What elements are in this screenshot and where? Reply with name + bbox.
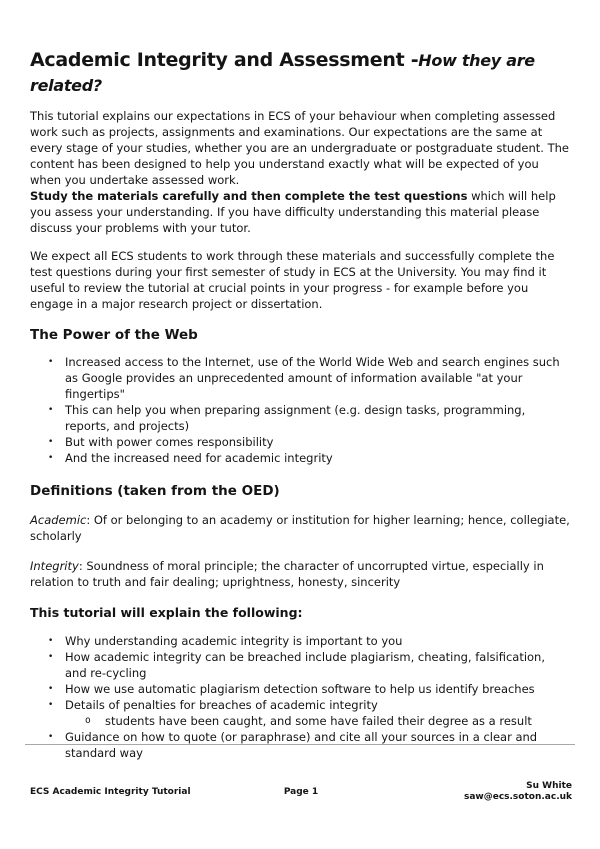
bullet-icon: • [48,405,54,415]
bullet-icon: • [48,437,54,447]
section-heading-definitions: Definitions (taken from the OED) [30,483,280,499]
bullet-list-tutorial-explains [30,633,570,761]
list-item [48,633,570,649]
footer-author-block [318,781,572,803]
list-item-text: But with power comes responsibility [65,435,274,449]
definition-academic [30,512,570,544]
bullet-list-power-of-web [30,354,570,466]
bullet-icon: • [48,636,54,646]
sub-list-item [85,713,570,729]
list-item-text: Guidance on how to quote (or paraphrase) and cite all your sources in a clear and standard way [65,730,538,760]
footer-document-title: ECS Academic Integrity Tutorial [30,786,191,797]
definition-integrity [30,558,570,590]
intro-text-continued: which will help you assess your understanding. If you have difficulty understanding this material please discuss your problems with your tutor. [30,189,556,235]
list-item-text: How we use automatic plagiarism detection software to help us identify breaches [65,682,535,696]
list-item [48,402,570,434]
section-heading-tutorial-explains: This tutorial will explain the following: [30,605,303,620]
bullet-icon: • [48,652,54,662]
list-item [48,697,570,729]
list-item [48,450,570,466]
list-item-text: This can help you when preparing assignment (e.g. design tasks, programming, reports, and projects) [65,403,526,433]
list-item-text: Why understanding academic integrity is important to you [65,634,403,648]
expectations-paragraph: We expect all ECS students to work through these materials and successfully complete the test questions during your first semester of study in ECS at the University. You may find it useful to review the tutorial at crucial points in your progress - for example before you engage in a major research project or dissertation. [30,249,555,311]
sub-list-item-text: students have been caught, and some have failed their degree as a result [105,714,532,728]
definition-term: Integrity [30,559,79,573]
footer-page-number: Page 1 [283,786,319,797]
bullet-icon: • [48,357,54,367]
bullet-icon: • [48,453,54,463]
list-item [48,681,570,697]
page-title-main: Academic Integrity and Assessment - [30,49,419,71]
list-item [48,649,570,681]
bullet-icon: • [48,700,54,710]
list-item [48,434,570,450]
footer-divider [25,744,575,745]
bullet-icon: • [48,684,54,694]
footer-author-email: saw@ecs.soton.ac.uk [463,792,572,802]
section-heading-power-of-web: The Power of the Web [30,327,198,343]
intro-bold-instruction: Study the materials carefully and then complete the test questions [30,189,468,203]
circle-bullet-icon: o [85,715,91,726]
intro-text: This tutorial explains our expectations in ECS of your behaviour when completing assessed work such as projects, assignments and examinations. Our expectations are the same at every stage of your studies, whether you are an undergraduate or postgraduate student. The content has been designed to help you understand exactly what will be expected of you when you undertake assessed work. [30,109,569,187]
list-item-text: Details of penalties for breaches of academic integrity [65,698,378,712]
definition-term: Academic [30,513,87,527]
list-item-text: How academic integrity can be breached include plagiarism, cheating, falsification, and re-cycling [65,650,546,680]
list-item [48,729,570,761]
bullet-icon: • [48,732,54,742]
list-item-with-sublist [65,697,570,729]
footer-author-name: Su White [526,781,572,791]
page-title [30,48,570,98]
list-item-text: Increased access to the Internet, use of the World Wide Web and search engines such as Google provides an unprecedented amount of information available "at your fingertips" [65,355,560,401]
definition-text: : Of or belonging to an academy or institution for higher learning; hence, collegiate, scholarly [30,513,570,543]
list-item [48,354,570,402]
list-item-text: And the increased need for academic integrity [65,451,333,465]
page-footer [30,781,572,803]
document-content [0,48,600,761]
definition-text: : Soundness of moral principle; the character of uncorrupted virtue, especially in relation to truth and fair dealing; uprightness, honesty, sincerity [30,559,544,589]
page-title-subtitle: How they are related? [30,51,535,95]
intro-paragraph [30,108,570,236]
